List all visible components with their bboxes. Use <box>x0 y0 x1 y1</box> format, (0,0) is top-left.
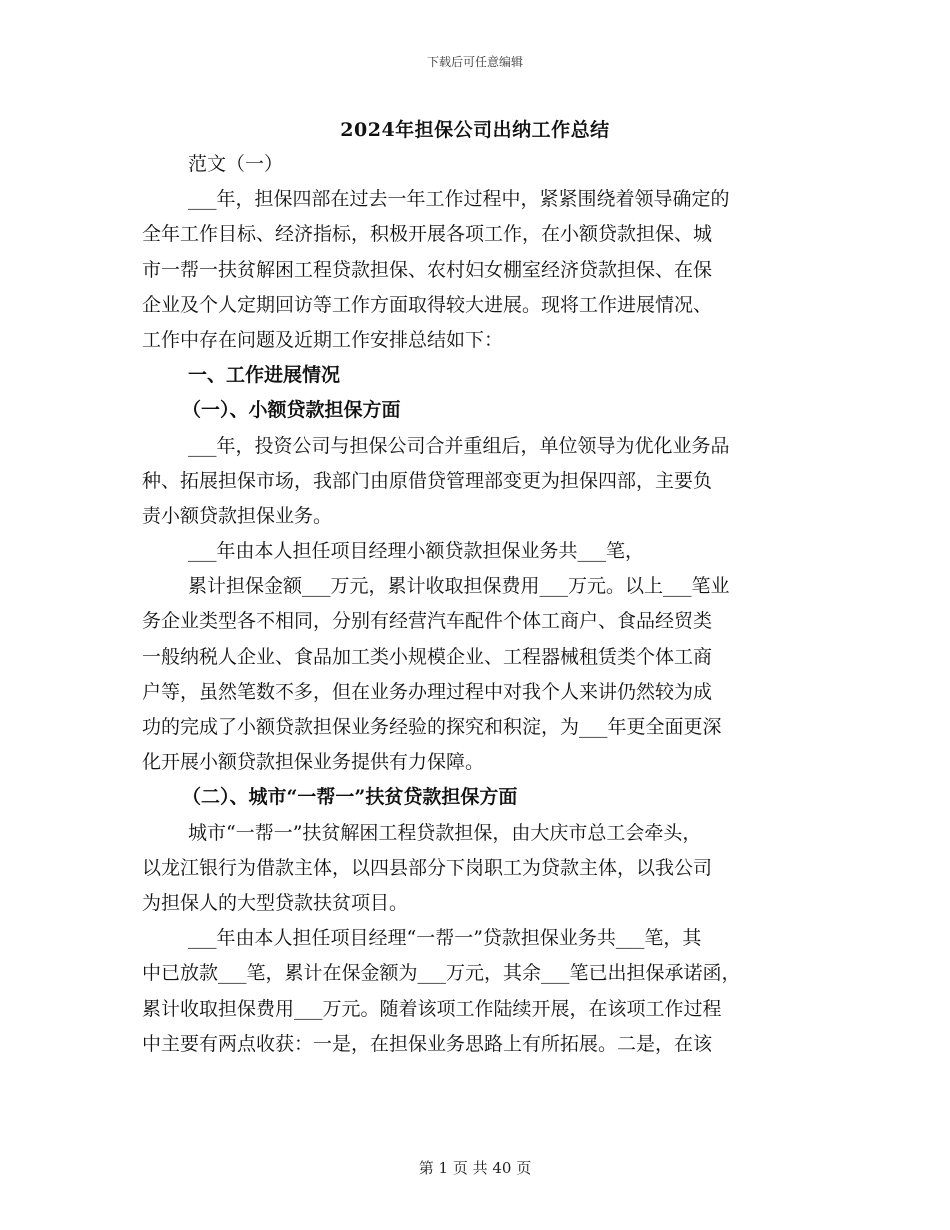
paragraph-line: 户等，虽然笔数不多，但在业务办理过程中对我个人来讲仍然较为成 <box>142 680 713 703</box>
paragraph-line: ___年，投资公司与担保公司合并重组后，单位领导为优化业务品 <box>188 434 730 457</box>
paragraph-line: 企业及个人定期回访等工作方面取得较大进展。现将工作进展情况、 <box>142 293 713 316</box>
paragraph-line: 化开展小额贷款担保业务提供有力保障。 <box>142 751 485 774</box>
paragraph-line: 工作中存在问题及近期工作安排总结如下： <box>142 328 504 351</box>
paragraph-line: 一般纳税人企业、食品加工类小规模企业、工程器械租赁类个体工商 <box>142 645 713 668</box>
heading-level-2: （二）、城市“一帮一”扶贫贷款担保方面 <box>182 786 518 809</box>
paragraph-line: 为担保人的大型贷款扶贫项目。 <box>142 891 409 914</box>
section-label: 范文（一） <box>188 153 284 175</box>
paragraph-line: 种、拓展担保市场，我部门由原借贷管理部变更为担保四部，主要负 <box>142 469 713 492</box>
paragraph-line: 务企业类型各不相同，分别有经营汽车配件个体工商户、食品经贸类 <box>142 610 713 633</box>
paragraph-line: 责小额贷款担保业务。 <box>142 504 333 527</box>
paragraph-line: 中已放款___笔，累计在保金额为___万元，其余___笔已出担保承诺函， <box>142 962 741 985</box>
paragraph-line: 全年工作目标、经济指标，积极开展各项工作，在小额贷款担保、城 <box>142 223 713 246</box>
paragraph-line: 累计收取担保费用___万元。随着该项工作陆续开展，在该项工作过程 <box>142 997 722 1020</box>
paragraph-line: 以龙江银行为借款主体，以四县部分下岗职工为贷款主体，以我公司 <box>142 856 713 879</box>
paragraph-line: 功的完成了小额贷款担保业务经验的探究和积淀，为___年更全面更深 <box>142 716 722 738</box>
page-number: 第 1 页 共 40 页 <box>418 1159 532 1177</box>
paragraph-line: 累计担保金额___万元，累计收取担保费用___万元。以上___笔业 <box>188 575 730 598</box>
heading-level-2: （一）、小额贷款担保方面 <box>182 399 401 422</box>
heading-level-1: 一、工作进展情况 <box>188 364 341 387</box>
paragraph-line: ___年，担保四部在过去一年工作过程中，紧紧围绕着领导确定的 <box>188 188 730 211</box>
paragraph-line: 中主要有两点收获：一是，在担保业务思路上有所拓展。二是，在该 <box>142 1032 713 1055</box>
paragraph-line: ___年由本人担任项目经理小额贷款担保业务共___笔， <box>188 540 645 563</box>
paragraph-line: 市一帮一扶贫解困工程贷款担保、农村妇女棚室经济贷款担保、在保 <box>142 258 713 281</box>
page-header-note: 下载后可任意编辑 <box>426 55 523 69</box>
document-title: 2024年担保公司出纳工作总结 <box>340 119 610 141</box>
paragraph-line: ___年由本人担任项目经理“一帮一”贷款担保业务共___笔，其 <box>188 927 702 950</box>
document-body <box>142 147 812 1062</box>
paragraph-line: 城市“一帮一”扶贫解困工程贷款担保，由大庆市总工会牵头， <box>188 821 702 844</box>
